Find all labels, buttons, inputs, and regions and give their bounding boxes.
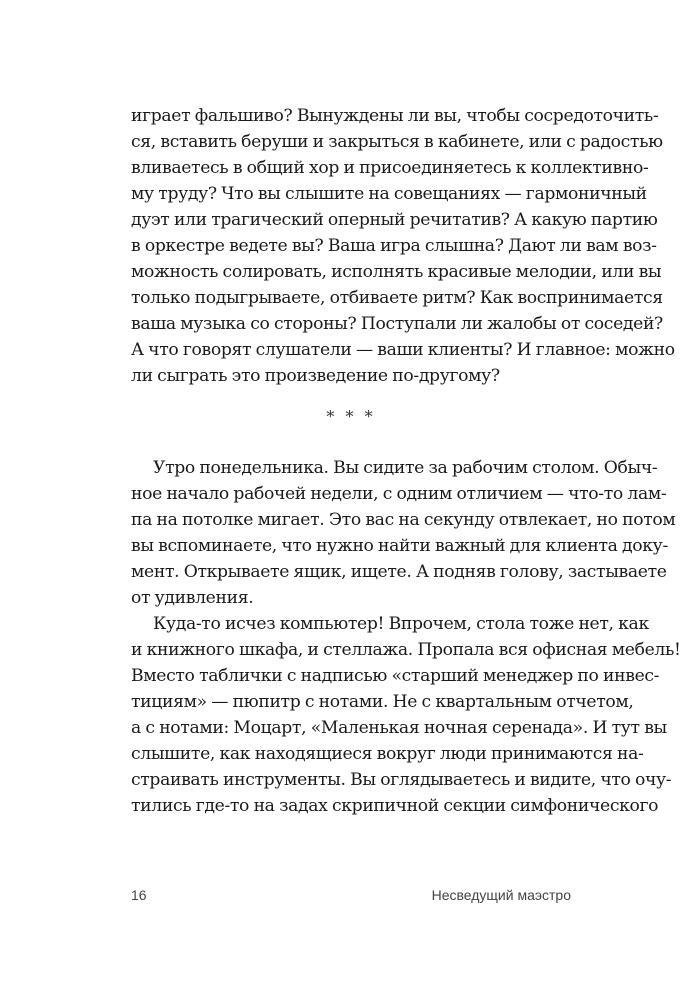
text-line: Куда-то исчез компьютер! Впрочем, стола тоже нет, как bbox=[153, 614, 649, 634]
text-line: ся, вставить беруши и закрыться в кабинете, или с радостью bbox=[131, 132, 663, 152]
text-line: вливаетесь в общий хор и присоединяетесь к коллективно- bbox=[131, 158, 649, 178]
text-line: только подыгрываете, отбиваете ритм? Как воспринимается bbox=[131, 288, 663, 308]
text-line: и книжного шкафа, и стеллажа. Пропала вся офисная мебель! bbox=[131, 640, 681, 660]
text-line: от удивления. bbox=[131, 588, 254, 608]
text-line: можность солировать, исполнять красивые мелодии, или вы bbox=[131, 262, 662, 282]
text-line: тились где-то на задах скрипичной секции симфонического bbox=[131, 796, 659, 816]
text-line: ли сыграть это произведение по-другому? bbox=[131, 366, 500, 386]
text-line: в оркестре ведете вы? Ваша игра слышна? Дают ли вам воз- bbox=[131, 236, 657, 256]
text-line: ваша музыка со стороны? Поступали ли жалобы от соседей? bbox=[131, 314, 663, 334]
text-line: па на потолке мигает. Это вас на секунду отвлекает, но потом bbox=[131, 510, 676, 530]
text-line: слышите, как находящиеся вокруг люди принимаются на- bbox=[131, 744, 644, 764]
text-line: Утро понедельника. Вы сидите за рабочим столом. Обыч- bbox=[153, 458, 658, 478]
text-line: тициям» — пюпитр с нотами. Не с квартальным отчетом, bbox=[131, 692, 634, 712]
running-title: Несведущий маэстро bbox=[431, 887, 571, 903]
text-line: а с нотами: Моцарт, «Маленькая ночная серенада». И тут вы bbox=[131, 718, 667, 738]
text-line: дуэт или трагический оперный речитатив? А какую партию bbox=[131, 210, 658, 230]
text-line: Вместо таблички с надписью «старший менеджер по инвес- bbox=[131, 666, 660, 686]
text-line: вы вспоминаете, что нужно найти важный для клиента доку- bbox=[131, 536, 668, 556]
page-number: 16 bbox=[131, 887, 147, 903]
section-separator: * * * bbox=[326, 407, 376, 426]
text-line: играет фальшиво? Вынуждены ли вы, чтобы сосредоточить- bbox=[131, 106, 659, 126]
text-line: мент. Открываете ящик, ищете. А подняв голову, застываете bbox=[131, 562, 667, 582]
text-line: ное начало рабочей недели, с одним отличием — что-то лам- bbox=[131, 484, 667, 504]
text-line: А что говорят слушатели — ваши клиенты? И главное: можно bbox=[131, 340, 675, 360]
text-line: страивать инструменты. Вы оглядываетесь и видите, что очу- bbox=[131, 770, 672, 790]
text-line: му труду? Что вы слышите на совещаниях — гармоничный bbox=[131, 184, 647, 204]
